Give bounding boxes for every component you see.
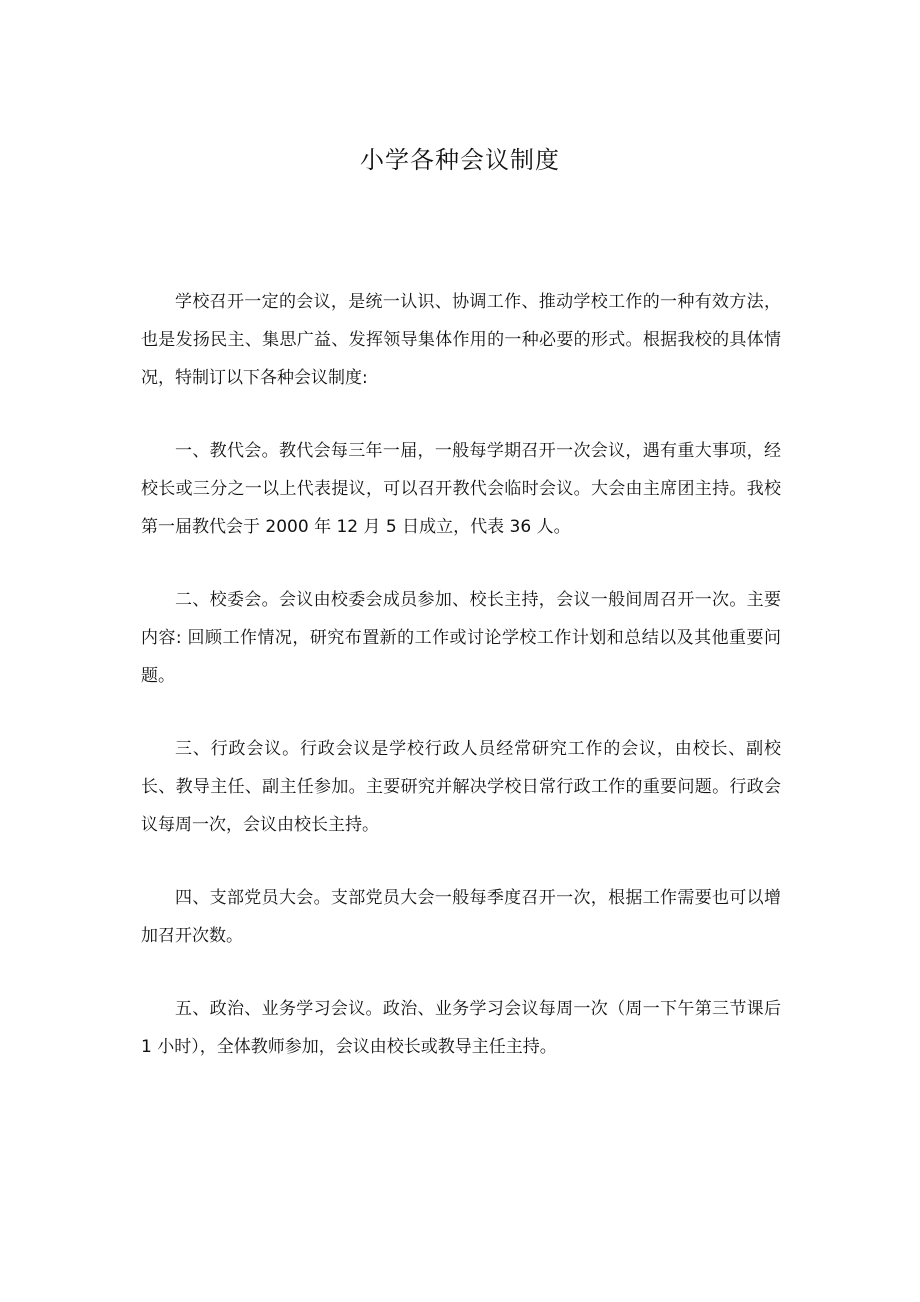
paragraph-school-committee: 二、校委会。会议由校委会成员参加、校长主持，会议一般间周召开一次。主要内容: 回顾工作情况，研究布置新的工作或讨论学校工作计划和总结以及其他重要问题。 [141, 590, 781, 686]
paragraph-administrative-meeting: 三、行政会议。行政会议是学校行政人员经常研究工作的会议，由校长、副校长、教导主任、副主任参加。主要研究并解决学校日常行政工作的重要问题。行政会议每周一次，会议由校长主持。 [141, 739, 781, 835]
document-body [141, 283, 781, 1101]
paragraph-party-members-meeting: 四、支部党员大会。支部党员大会一般每季度召开一次，根据工作需要也可以增加召开次数。 [141, 888, 781, 946]
paragraph-staff-congress: 一、教代会。教代会每三年一届，一般每学期召开一次会议，遇有重大事项，经校长或三分之一以上代表提议，可以召开教代会临时会议。大会由主席团主持。我校第一届教代会于 2000 年 12 月 5 日成立，代表 36 人。 [141, 441, 781, 537]
paragraph-intro: 学校召开一定的会议，是统一认识、协调工作、推动学校工作的一种有效方法，也是发扬民主、集思广益、发挥领导集体作用的一种必要的形式。根据我校的具体情况，特制订以下各种会议制度: [141, 292, 781, 388]
document-title: 小学各种会议制度 [360, 146, 560, 174]
paragraph-study-meeting: 五、政治、业务学习会议。政治、业务学习会议每周一次（周一下午第三节课后 1 小时），全体教师参加，会议由校长或教导主任主持。 [141, 999, 781, 1057]
